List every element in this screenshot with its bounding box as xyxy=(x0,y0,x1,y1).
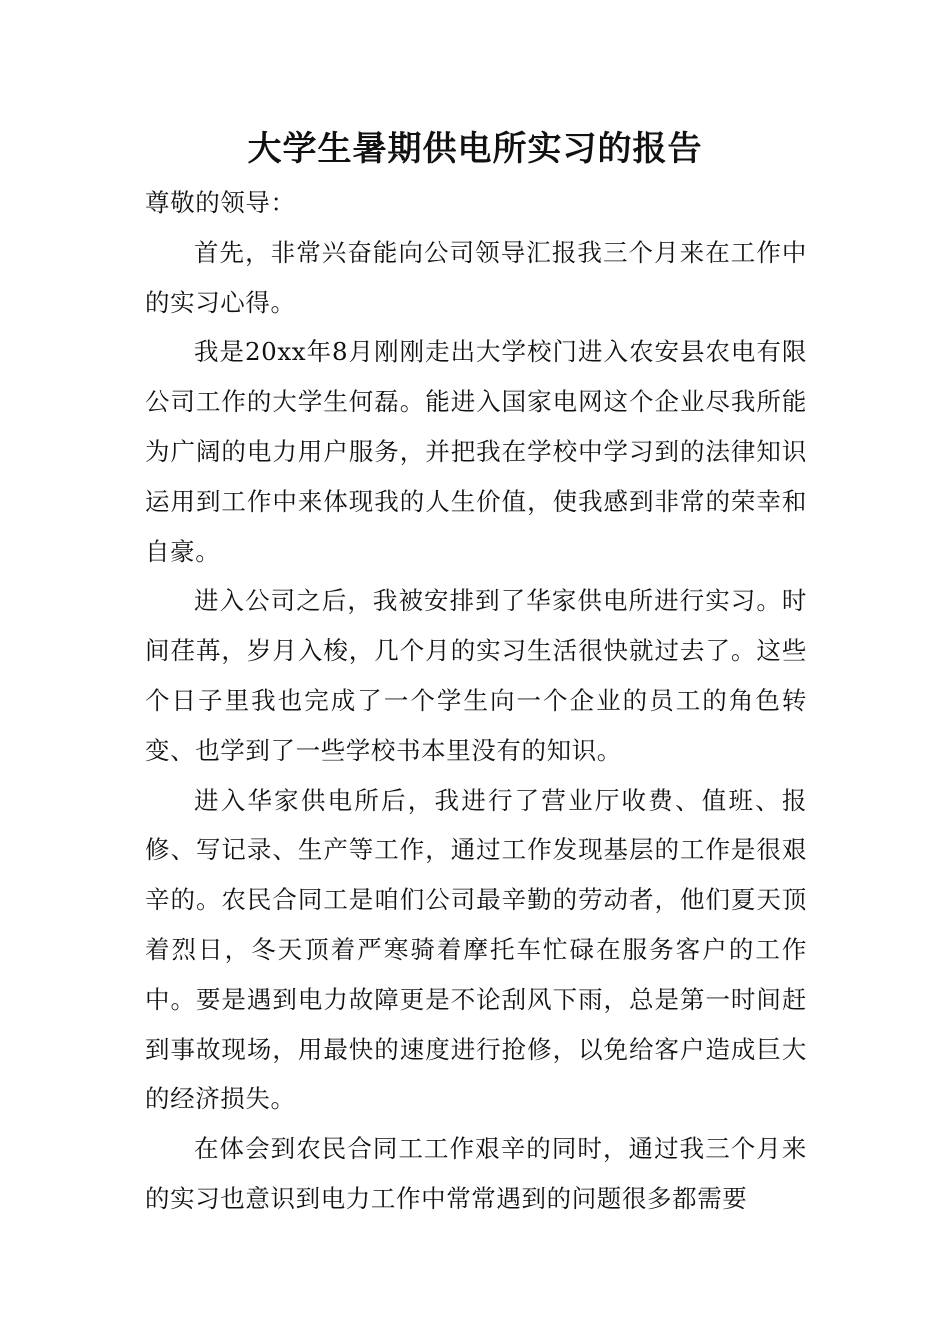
paragraph: 首先，非常兴奋能向公司领导汇报我三个月来在工作中的实习心得。 xyxy=(145,237,807,317)
document-title: 大学生暑期供电所实习的报告 xyxy=(247,129,703,169)
paragraph: 我是20xx年8月刚刚走出大学校门进入农安县农电有限公司工作的大学生何磊。能进入国家电网这个企业尽我所能为广阔的电力用户服务，并把我在学校中学习到的法律知识运用到工作中来体现我的人生价值，使我感到非常的荣幸和自豪。 xyxy=(145,337,807,566)
paragraph: 在体会到农民合同工工作艰辛的同时，通过我三个月来的实习也意识到电力工作中常常遇到的问题很多都需要 xyxy=(145,1134,807,1213)
paragraph: 进入华家供电所后，我进行了营业厅收费、值班、报修、写记录、生产等工作，通过工作发现基层的工作是很艰辛的。农民合同工是咱们公司最辛勤的劳动者，他们夏天顶着烈日，冬天顶着严寒骑着摩托车忙碌在服务客户的工作中。要是遇到电力故障更是不论刮风下雨，总是第一时间赶到事故现场，用最快的速度进行抢修，以免给客户造成巨大的经济损失。 xyxy=(145,785,807,1114)
paragraph: 进入公司之后，我被安排到了华家供电所进行实习。时间荏苒，岁月入梭，几个月的实习生活很快就过去了。这些个日子里我也完成了一个学生向一个企业的员工的角色转变、也学到了一些学校书本里没有的知识。 xyxy=(145,586,807,765)
document-body xyxy=(145,178,807,1224)
salutation: 尊敬的领导： xyxy=(145,188,296,217)
